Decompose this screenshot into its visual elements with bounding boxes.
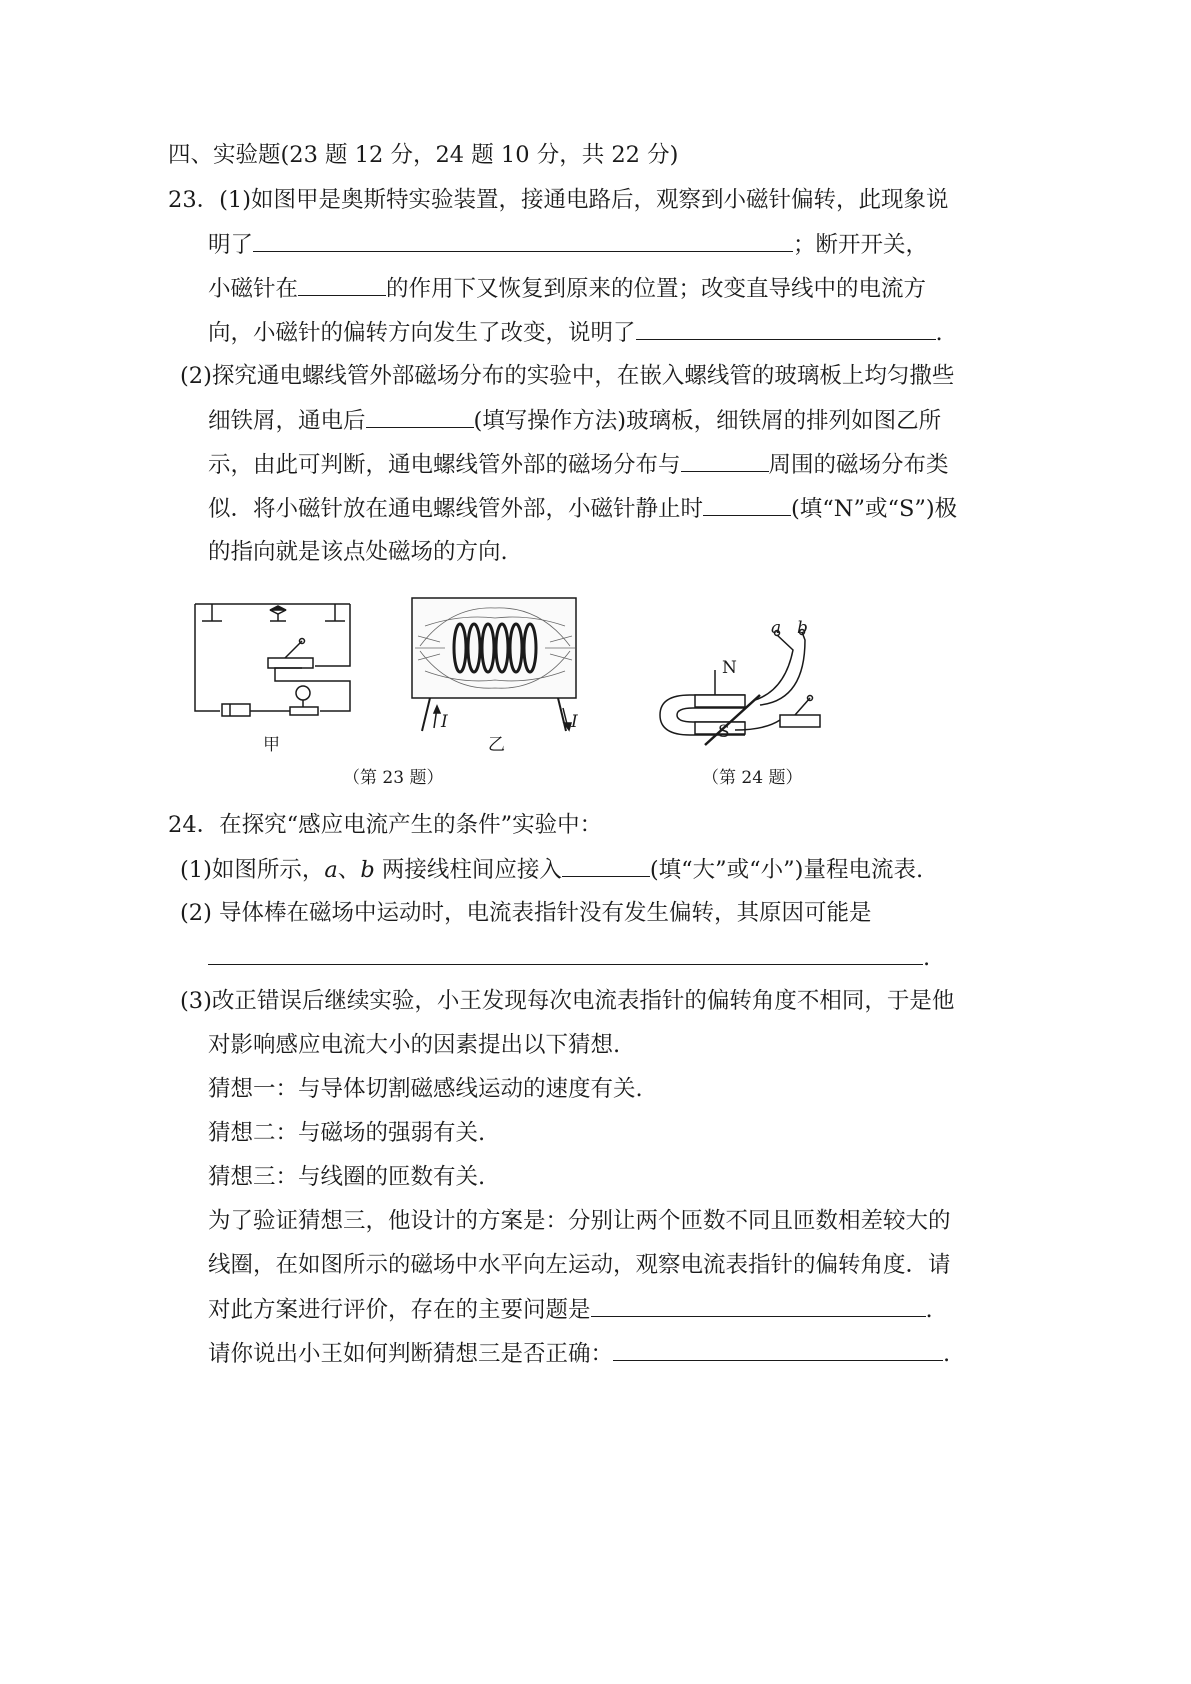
label-jia: 甲 bbox=[263, 735, 280, 755]
caption-23: （第 23 题） bbox=[343, 768, 444, 788]
answer-blank-23-6[interactable] bbox=[703, 493, 791, 516]
q24-line-1: 24．在探究“感应电流产生的条件”实验中： bbox=[168, 812, 603, 838]
q23-text: 似．将小磁针放在通电螺线管外部，小磁针静止时 bbox=[208, 496, 704, 522]
answer-blank-23-5[interactable] bbox=[681, 449, 769, 472]
answer-blank-23-2[interactable] bbox=[298, 273, 386, 296]
q24-text: 请你说出小王如何判断猜想三是否正确： bbox=[208, 1341, 614, 1367]
q24-text: 两接线柱间应接入 bbox=[374, 857, 562, 883]
q24-p3-line-1: (3)改正错误后继续实验，小王发现每次电流表指针的偏转角度不相同，于是他 bbox=[180, 988, 955, 1014]
terminal-b-text: b bbox=[360, 857, 375, 883]
plan-line-1: 为了验证猜想三，他设计的方案是：分别让两个匝数不同且匝数相差较大的 bbox=[208, 1208, 951, 1234]
q23-line-2 bbox=[208, 229, 928, 260]
q23-text: 的作用下又恢复到原来的位置；改变直导线中的电流方 bbox=[386, 276, 927, 302]
caption-24: （第 24 题） bbox=[702, 768, 803, 788]
q24-text: . bbox=[923, 945, 931, 971]
q23-p2-line-4 bbox=[208, 493, 957, 524]
q24-text: (1)如图所示， bbox=[180, 857, 325, 883]
q23-line-1 bbox=[168, 185, 949, 215]
q23-line-4 bbox=[208, 317, 943, 348]
guess-2: 猜想二：与磁场的强弱有关. bbox=[208, 1120, 486, 1146]
q24-p3-line-2: 对影响感应电流大小的因素提出以下猜想. bbox=[208, 1032, 621, 1058]
q24-p2-line-2 bbox=[208, 942, 930, 973]
answer-blank-24-3[interactable] bbox=[591, 1294, 926, 1317]
q24-text: (填“大”或“小”)量程电流表. bbox=[649, 857, 924, 883]
q23-line-3 bbox=[208, 273, 926, 304]
q23-p2-line-2 bbox=[208, 405, 941, 436]
q23-p2-line-3 bbox=[208, 449, 949, 480]
current-label-left: I bbox=[441, 712, 448, 732]
terminal-b: b bbox=[797, 618, 808, 638]
q23-text: 明了 bbox=[208, 232, 254, 258]
figure-24-induction bbox=[655, 620, 830, 750]
answer-blank-23-4[interactable] bbox=[366, 405, 474, 428]
q24-text: . bbox=[925, 1297, 933, 1323]
q24-text: 、 bbox=[337, 857, 361, 883]
q23-text: 周围的磁场分布类 bbox=[768, 452, 949, 478]
section-title: 四、实验题(23 题 12 分，24 题 10 分，共 22 分) bbox=[168, 142, 679, 168]
label-yi: 乙 bbox=[488, 735, 505, 755]
q23-text: 小磁针在 bbox=[208, 276, 299, 302]
q24-p2-line-1: (2) 导体棒在磁场中运动时，电流表指针没有发生偏转，其原因可能是 bbox=[180, 900, 872, 926]
q24-p1-line bbox=[180, 854, 923, 885]
q23-text: 向，小磁针的偏转方向发生了改变，说明了 bbox=[208, 320, 636, 346]
q23-p2-line-5: 的指向就是该点处磁场的方向. bbox=[208, 539, 508, 565]
guess-3: 猜想三：与线圈的匝数有关. bbox=[208, 1164, 486, 1190]
q24-text: 对此方案进行评价，存在的主要问题是 bbox=[208, 1297, 591, 1323]
answer-blank-23-3[interactable] bbox=[636, 317, 936, 340]
q23-text: (填“N”或“S”)极 bbox=[791, 496, 958, 522]
q23-text: 示，由此可判断，通电螺线管外部的磁场分布与 bbox=[208, 452, 681, 478]
answer-blank-23-1[interactable] bbox=[253, 229, 793, 252]
q23-number: 23． bbox=[168, 187, 220, 213]
plan-line-2: 线圈，在如图所示的磁场中水平向左运动，观察电流表指针的偏转角度．请 bbox=[208, 1252, 951, 1278]
pole-n: N bbox=[722, 658, 737, 678]
terminal-a: a bbox=[771, 618, 782, 638]
q23-text: 细铁屑，通电后 bbox=[208, 408, 366, 434]
current-label-right: I bbox=[571, 712, 578, 732]
q24-text: . bbox=[943, 1341, 951, 1367]
plan-line-4 bbox=[208, 1338, 950, 1369]
figure-yi-solenoid bbox=[410, 596, 580, 736]
plan-line-3 bbox=[208, 1294, 933, 1325]
answer-blank-24-4[interactable] bbox=[613, 1338, 943, 1361]
figure-jia-circuit bbox=[190, 596, 360, 721]
q23-text: . bbox=[935, 320, 943, 346]
pole-s: S bbox=[718, 722, 730, 742]
terminal-a-text: a bbox=[324, 857, 338, 883]
q23-text: (填写操作方法)玻璃板，细铁屑的排列如图乙所 bbox=[473, 408, 942, 434]
q23-p2-line-1: (2)探究通电螺线管外部磁场分布的实验中，在嵌入螺线管的玻璃板上均匀撒些 bbox=[180, 363, 955, 389]
guess-1: 猜想一：与导体切割磁感线运动的速度有关. bbox=[208, 1076, 643, 1102]
q23-text: ；断开开关， bbox=[793, 232, 929, 258]
answer-blank-24-1[interactable] bbox=[562, 854, 650, 877]
answer-blank-24-2[interactable] bbox=[208, 942, 923, 965]
q23-p1-text: (1)如图甲是奥斯特实验装置，接通电路后，观察到小磁针偏转，此现象说 bbox=[219, 187, 949, 213]
